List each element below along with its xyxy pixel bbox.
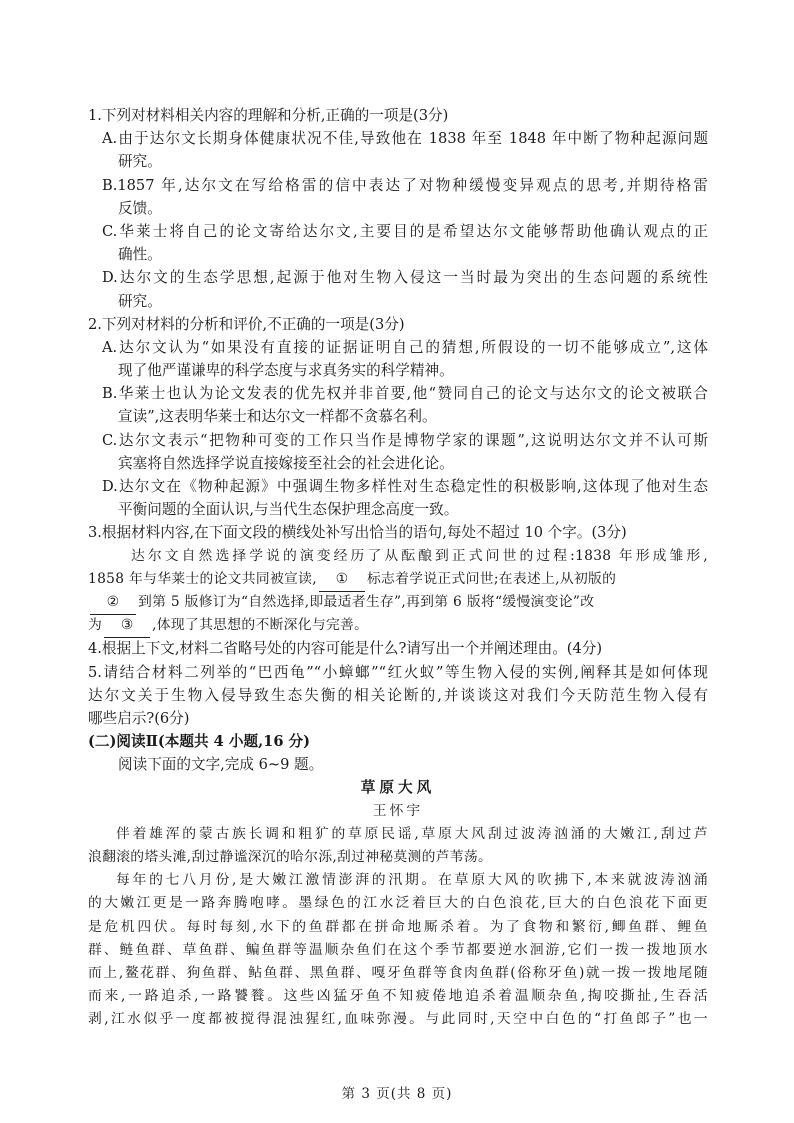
q3-stem: 3.根据材料内容,在下面文段的横线处补写出恰当的语句,每处不超过 10 个字。(3分) [88,524,627,542]
article-title: 草原大风 [360,779,436,797]
q1-option-d-cont: 研究。 [118,292,162,310]
q1-option-b-cont: 反馈。 [118,199,162,217]
section-instruction: 阅读下面的文字,完成 6~9 题。 [118,756,324,774]
q2-option-a: A.达尔文认为“如果没有直接的证据证明自己的猜想,所假设的一切不能够成立”,这体 [102,338,708,356]
q2-option-b: B.华莱士也认为论文发表的优先权并非首要,他“赞同自己的论文与达尔文的论文被联合 [102,385,708,403]
article-paragraph-2 [88,869,708,1031]
q3-passage-line-2: 1858 年与华莱士的论文共同被宣读, ① 标志着学说正式问世;在表述上,从初版的 [88,568,708,591]
q1-option-c: C.华莱士将自己的论文寄给达尔文,主要目的是希望达尔文能够帮助他确认观点的正 [102,222,708,240]
q1-option-a-cont: 研究。 [118,153,162,171]
q4-stem: 4.根据上下文,材料二省略号处的内容可能是什么?请写出一个并阐述理由。(4分) [88,640,603,658]
q2-stem: 2.下列对材料的分析和评价,不正确的一项是(3分) [88,315,405,333]
text-line: 伴着雄浑的蒙古族长调和粗犷的草原民谣,草原大风刮过波涛汹涌的大嫩江,刮过芦 [116,825,708,842]
q2-option-b-cont: 宣读”,这表明华莱士和达尔文一样都不贪慕名利。 [118,408,437,426]
section-heading: (二)阅读Ⅱ(本题共 4 小题,16 分) [88,733,311,751]
text-line: 浪翻滚的塔头滩,刮过静谧深沉的哈尔泺,刮过神秘莫测的芦苇荡。 [88,849,493,865]
text-line: 而来,一路追杀,一路饕餮。这些凶猛牙鱼不知疲倦地追杀着温顺杂鱼,掏咬撕扯,生吞活 [88,988,708,1005]
q5-line-2: 达尔文关于生物入侵导致生态失衡的相关论断的,并谈谈这对我们今天防范生物入侵有 [88,686,708,704]
text-line: 的大嫩江更是一路奔腾咆哮。墨绿色的江水泛着巨大的白色浪花,巨大的白色浪花下面更 [88,895,708,912]
q1-option-d: D.达尔文的生态学思想,起源于他对生物入侵这一当时最为突出的生态问题的系统性 [102,269,708,287]
q2-option-d: D.达尔文在《物种起源》中强调生物多样性对生态稳定性的积极影响,这体现了他对生态 [102,478,708,495]
q2-option-c: C.达尔文表示“把物种可变的工作只当作是博物学家的课题”,这说明达尔文并不认可斯 [102,431,708,449]
page-content [88,104,708,1032]
q2-option-c-cont: 宾塞将自然选择学说直接嫁接至社会的社会进化论。 [118,454,454,472]
q3-passage-line-4: 为 ③ ,体现了其思想的不断深化与完善。 [88,614,708,637]
article-author: 王怀宇 [372,802,424,819]
text-line: 是危机四伏。每时每刻,水下的鱼群都在拼命地厮杀着。为了食物和繁衍,鲫鱼群、鲤鱼 [88,918,708,935]
q3-passage-line-3: ② 到第 5 版修订为“自然选择,即最适者生存”,再到第 6 版将“缓慢演变论”改 [88,591,708,614]
text-line: 群、鲢鱼群、草鱼群、鳊鱼群等温顺杂鱼们在这个季节都要逆水洄游,它们一拨一拨地顶水 [88,941,708,958]
q1-stem: 1.下列对材料相关内容的理解和分析,正确的一项是(3分) [88,107,449,124]
page-number: 第 3 页(共 8 页) [341,1086,453,1102]
q1-option-a: A.由于达尔文长期身体健康状况不佳,导致他在 1838 年至 1848 年中断了物种起源问题 [102,130,708,148]
q1-option-c-cont: 确性。 [118,246,162,264]
q3-passage-line-1: 达尔文自然选择学说的演变经历了从酝酿到正式问世的过程:1838 年形成雏形, [131,547,708,564]
article-paragraph-1 [88,823,708,869]
text-line: 而上,鳌花群、狗鱼群、鲇鱼群、黑鱼群、嘎牙鱼群等食肉鱼群(俗称牙鱼)就一拨一拨地尾随 [88,964,708,981]
text-line: 每年的七八月份,是大嫩江激情澎湃的汛期。在草原大风的吹拂下,本来就波涛汹涌 [116,872,708,889]
q5-line-3: 哪些启示?(6分) [88,709,190,727]
q2-option-a-cont: 现了他严谨谦卑的科学态度与求真务实的科学精神。 [118,362,454,380]
blank-1: ① [319,568,365,592]
q5-line-1: 5.请结合材料二列举的“巴西龟”“小蟑螂”“红火蚁”等生物入侵的实例,阐释其是如何体现 [88,663,708,681]
blank-3: ③ [104,614,150,638]
text-line: 剥,江水似乎一度都被搅得混浊猩红,血味弥漫。与此同时,天空中白色的“打鱼郎子”也一 [88,1011,708,1028]
q1-option-b: B.1857 年,达尔文在写给格雷的信中表达了对物种缓慢变异观点的思考,并期待格雷 [102,176,708,194]
q2-option-d-cont: 平衡问题的全面认识,与当代生态保护理念高度一致。 [118,501,459,519]
blank-2: ② [90,591,136,615]
